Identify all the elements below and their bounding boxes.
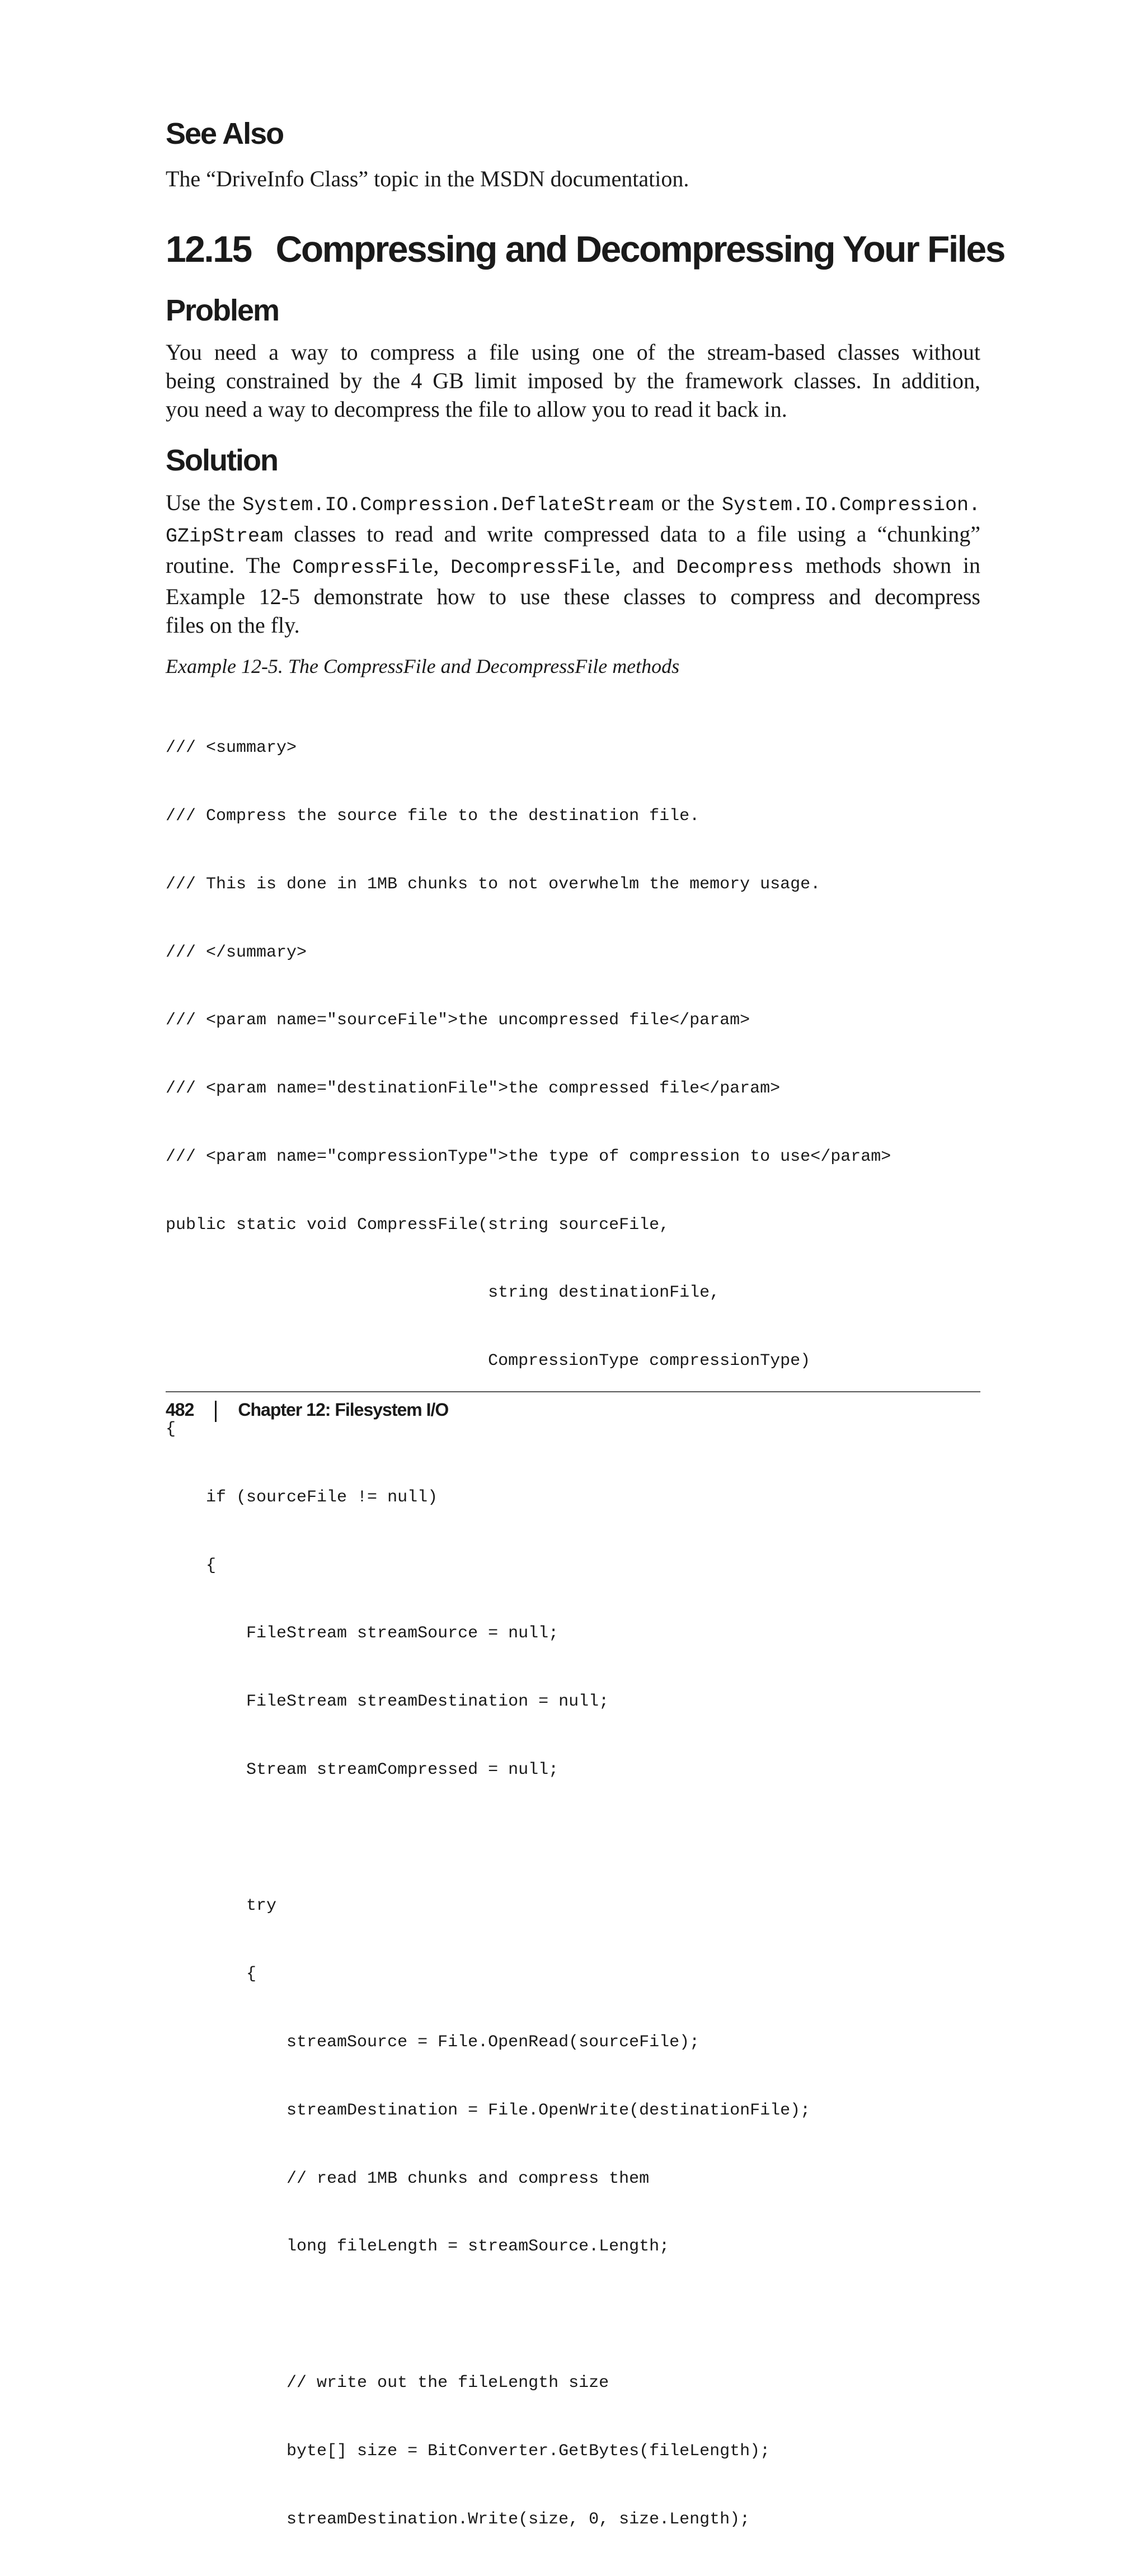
- section-number: 12.15: [166, 228, 251, 270]
- code-line: string destinationFile,: [166, 1283, 720, 1303]
- solution-line-3: [166, 551, 980, 582]
- solution-heading: Solution: [166, 444, 278, 477]
- footer-separator: [215, 1401, 217, 1422]
- section-title: [166, 228, 1004, 270]
- code-line: /// <summary>: [166, 738, 297, 758]
- code-listing: [166, 691, 891, 2576]
- code-line: [166, 2304, 891, 2327]
- solution-text: routine. The: [166, 553, 293, 578]
- gzipstream-code: GZipStream: [166, 525, 284, 548]
- section-title-text: Compressing and Decompressing Your Files: [275, 228, 1004, 270]
- see-also-heading: See Also: [166, 117, 284, 150]
- solution-text: , and: [615, 553, 677, 578]
- code-line: byte[] size = BitConverter.GetBytes(fileLength);: [166, 2441, 771, 2461]
- code-line: streamDestination.Write(size, 0, size.Length);: [166, 2509, 750, 2529]
- solution-line-2: [166, 520, 980, 551]
- code-line: streamDestination = File.OpenWrite(destinationFile);: [166, 2101, 811, 2120]
- book-page: [166, 0, 1004, 2529]
- code-line: /// <param name="compressionType">the type of compression to use</param>: [166, 1147, 891, 1166]
- solution-text: ,: [433, 553, 451, 578]
- code-line: /// Compress the source file to the destination file.: [166, 806, 700, 826]
- solution-text: classes to read and write compressed data to a file using a “chunking”: [283, 521, 980, 547]
- code-line: if (sourceFile != null): [166, 1487, 438, 1507]
- solution-text: or the: [654, 490, 722, 515]
- page-footer: [166, 1400, 448, 1422]
- code-line: [166, 1827, 891, 1850]
- problem-line-3: you need a way to decompress the file to allow you to read it back in.: [166, 397, 787, 422]
- code-line: FileStream streamDestination = null;: [166, 1692, 609, 1712]
- code-line: FileStream streamSource = null;: [166, 1624, 559, 1643]
- solution-line-4: Example 12-5 demonstrate how to use these classes to compress and decompress: [166, 584, 980, 609]
- solution-text: methods shown in: [793, 553, 980, 578]
- compression-namespace-code: System.IO.Compression.: [721, 494, 981, 516]
- code-line: public static void CompressFile(string sourceFile,: [166, 1215, 670, 1235]
- decompressfile-code: DecompressFile: [450, 557, 616, 579]
- problem-line-1: You need a way to compress a file using one of the stream-based classes without: [166, 340, 980, 365]
- code-line: try: [166, 1896, 277, 1916]
- code-line: CompressionType compressionType): [166, 1351, 811, 1371]
- page-number: 482: [166, 1400, 194, 1420]
- see-also-text: The “DriveInfo Class” topic in the MSDN documentation.: [166, 166, 689, 191]
- code-line: Stream streamCompressed = null;: [166, 1760, 559, 1779]
- problem-line-2: being constrained by the 4 GB limit imposed by the framework classes. In addition,: [166, 368, 980, 393]
- code-line: {: [166, 1420, 176, 1439]
- solution-paragraph: [166, 488, 980, 639]
- code-line: /// <param name="destinationFile">the compressed file</param>: [166, 1079, 781, 1099]
- decompress-code: Decompress: [676, 557, 794, 579]
- compressfile-code: CompressFile: [292, 557, 434, 579]
- code-line: streamSource = File.OpenRead(sourceFile);: [166, 2033, 700, 2052]
- chapter-title: Chapter 12: Filesystem I/O: [238, 1400, 449, 1420]
- code-line: // write out the fileLength size: [166, 2373, 609, 2393]
- code-line: /// </summary>: [166, 943, 307, 962]
- solution-text: Use the: [166, 490, 243, 515]
- solution-line-1: [166, 488, 980, 520]
- example-caption: Example 12-5. The CompressFile and DecompressFile methods: [166, 655, 680, 677]
- code-line: {: [166, 1965, 257, 1984]
- solution-line-5: files on the fly.: [166, 613, 300, 638]
- code-line: long fileLength = streamSource.Length;: [166, 2237, 670, 2257]
- code-line: // read 1MB chunks and compress them: [166, 2169, 650, 2188]
- deflatestream-code: System.IO.Compression.DeflateStream: [242, 494, 654, 516]
- footer-divider: [166, 1391, 980, 1392]
- problem-paragraph: [166, 338, 980, 423]
- problem-heading: Problem: [166, 294, 279, 327]
- code-line: /// <param name="sourceFile">the uncompressed file</param>: [166, 1011, 750, 1030]
- code-line: {: [166, 1556, 217, 1575]
- code-line: /// This is done in 1MB chunks to not overwhelm the memory usage.: [166, 874, 821, 894]
